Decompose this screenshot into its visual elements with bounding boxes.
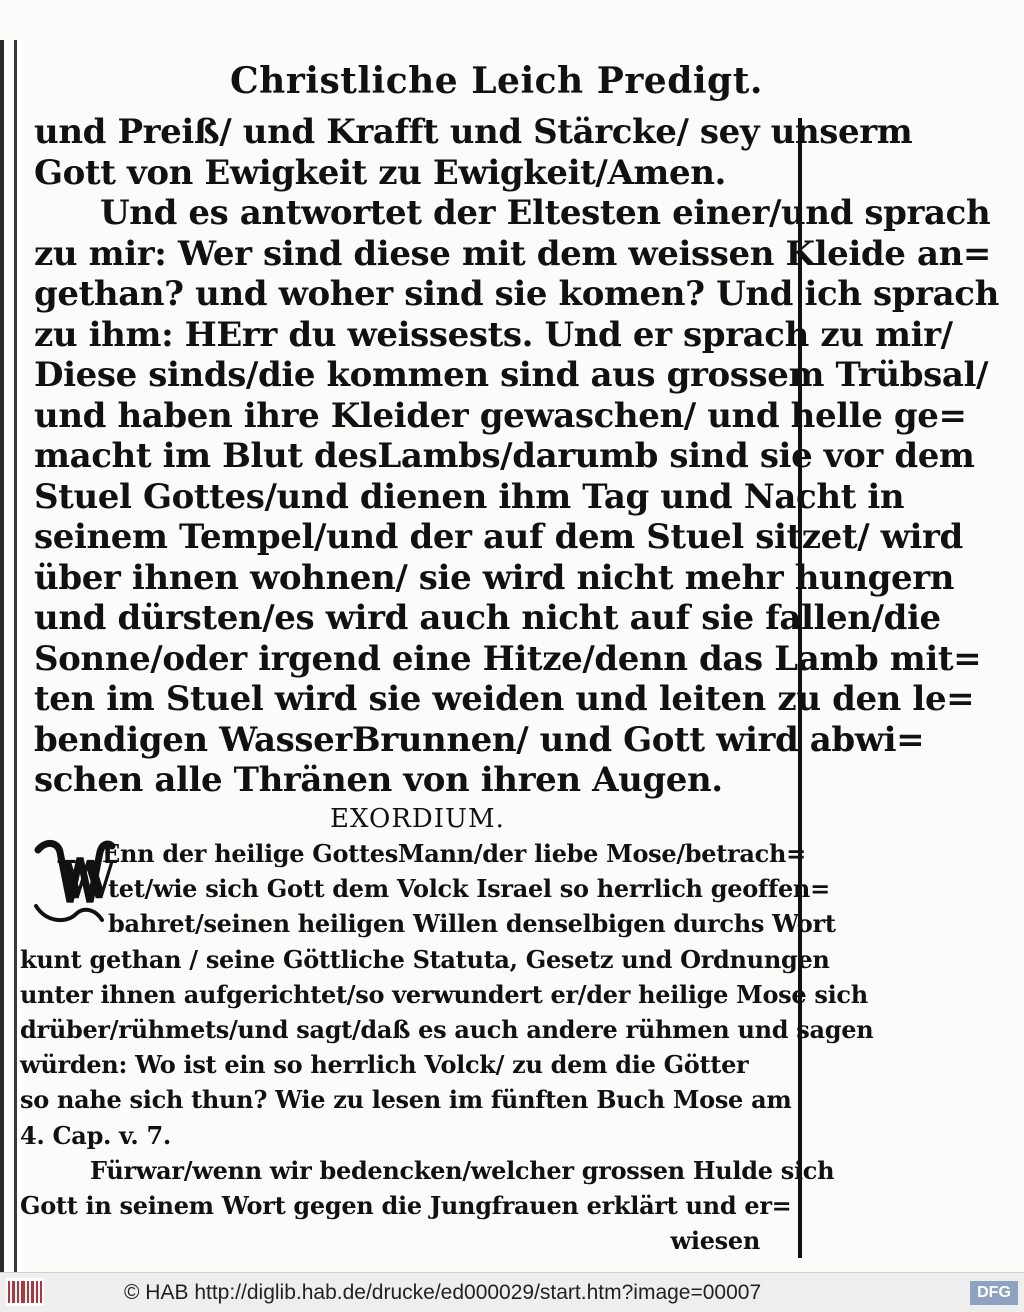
text-line: tet/wie sich Gott dem Volck Israel so herrlich geoffen= (108, 874, 830, 904)
text-line: drüber/rühmets/und sagt/daß es auch andere rühmen und sagen (20, 1015, 874, 1045)
text-line: unter ihnen aufgerichtet/so verwundert er/der heilige Mose sich (20, 979, 868, 1009)
section-heading: EXORDIUM. (330, 804, 505, 834)
text-line: schen alle Thränen von ihren Augen. (34, 760, 723, 800)
text-line: macht im Blut desLambs/darumb sind sie vor dem (34, 436, 975, 476)
text-line: bendigen WasserBrunnen/ und Gott wird abwi= (34, 719, 925, 760)
text-line: und Preiß/ und Krafft und Stärcke/ sey unserm (34, 112, 913, 152)
hab-barcode-logo (6, 1278, 44, 1306)
text-line: und dürsten/es wird auch nicht auf sie fallen/die (34, 598, 941, 638)
text-line: gethan? und woher sind sie komen? Und ich sprach (34, 274, 999, 314)
text-line: würden: Wo ist ein so herrlich Volck/ zu dem die Götter (20, 1050, 749, 1080)
text-line: Fürwar/wenn wir bedencken/welcher grossen Hulde sich (90, 1155, 835, 1185)
initial-letter: W (58, 850, 117, 911)
scripture-text (34, 112, 999, 801)
viewer-footer (0, 1272, 1024, 1312)
text-line: Gott in seinem Wort gegen die Jungfrauen erklärt und er= (20, 1191, 792, 1221)
text-line: Enn der heilige GottesMann/der liebe Mose/betrach= (102, 839, 806, 868)
dfg-logo: DFG (970, 1281, 1018, 1305)
text-line: Und es antwortet der Eltesten einer/und sprach (100, 193, 991, 233)
text-line: bahret/seinen heiligen Willen denselbigen durchs Wort (108, 909, 836, 939)
text-line: ten im Stuel wird sie weiden und leiten zu den le= (34, 679, 975, 719)
text-line: Gott von Ewigkeit zu Ewigkeit/Amen. (34, 152, 726, 193)
text-line: seinem Tempel/und der auf dem Stuel sitzet/ wird (34, 517, 963, 557)
text-line: Sonne/oder irgend eine Hitze/denn das Lamb mit= (34, 638, 982, 679)
copyright-link[interactable]: © HAB http://diglib.hab.de/drucke/ed000029/start.htm?image=00007 (124, 1281, 762, 1304)
text-line: über ihnen wohnen/ sie wird nicht mehr hungern (34, 557, 955, 598)
text-line: 4. Cap. v. 7. (20, 1120, 171, 1150)
exordium-text (20, 836, 874, 1258)
text-line: und haben ihre Kleider gewaschen/ und helle ge= (34, 395, 967, 436)
catchword: wiesen (670, 1226, 760, 1256)
text-line: zu ihm: HErr du weissests. Und er sprach zu mir/ (34, 314, 953, 355)
text-line: Stuel Gottes/und dienen ihm Tag und Nacht in (34, 476, 905, 517)
decorated-initial (32, 836, 117, 926)
running-head: Christliche Leich Predigt. (230, 60, 763, 102)
text-line: Diese sinds/die kommen sind aus grossem Trübsal/ (34, 355, 989, 395)
text-line: zu mir: Wer sind diese mit dem weissen Kleide an= (34, 233, 992, 274)
text-line: so nahe sich thun? Wie zu lesen im fünften Buch Mose am (20, 1085, 792, 1115)
text-line: kunt gethan / seine Göttliche Statuta, Gesetz und Ordnungen (20, 944, 830, 974)
